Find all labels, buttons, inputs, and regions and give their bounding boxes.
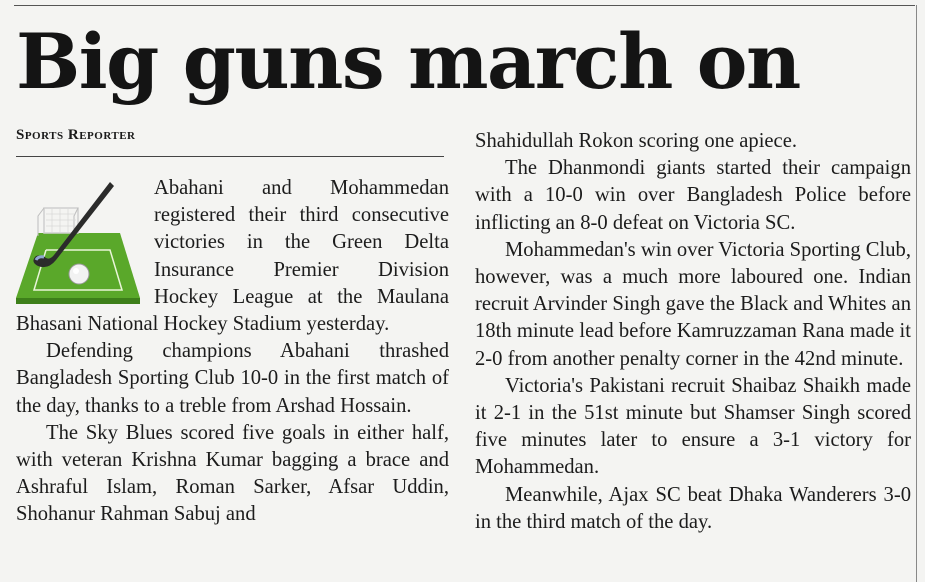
column-rule [916,5,917,582]
headline: Big guns march on [16,17,800,106]
paragraph: Shahidullah Rokon scoring one apiece. [475,130,797,152]
paragraph: The Dhanmondi giants started their campaign with a 10-0 win over Bangladesh Police before inflicting an 8-0 defeat on Victoria SC. [475,157,911,234]
paragraph: Mohammedan's win over Victoria Sporting Club, however, was a much more laboured one. Indian recruit Arvinder Singh gave the Black and Whites an 18th minute lead before Kamruzzaman Rana made it 2-0 from another penalty corner in the 42nd minute. [475,238,911,370]
top-rule [14,5,915,6]
article-column-right [475,128,911,536]
paragraph: Abahani and Mohammedan registered their third consecutive victories in the Green Delta Insurance Premier Division Hockey League at the Maulana Bhasani National Hockey Stadium yesterday. [16,177,449,336]
paragraph: Meanwhile, Ajax SC beat Dhaka Wanderers 3-0 in the third match of the day. [475,483,911,533]
paragraph: The Sky Blues scored five goals in either half, with veteran Krishna Kumar bagging a brace and Ashraful Islam, Roman Sarker, Afsar Uddin, Shohanur Rahman Sabuj and [16,421,449,526]
paragraph: Victoria's Pakistani recruit Shaibaz Shaikh made it 2-1 in the 51st minute but Shamser Singh scored five minutes later to ensure a 3-1 victory for Mohammedan. [475,374,911,479]
paragraph: Defending champions Abahani thrashed Bangladesh Sporting Club 10-0 in the first match of the day, thanks to a treble from Arshad Hossain. [16,340,449,417]
hockey-stick-ball-field-icon [16,178,140,304]
byline: Sports Reporter [16,127,444,157]
article-column-left [16,175,449,529]
